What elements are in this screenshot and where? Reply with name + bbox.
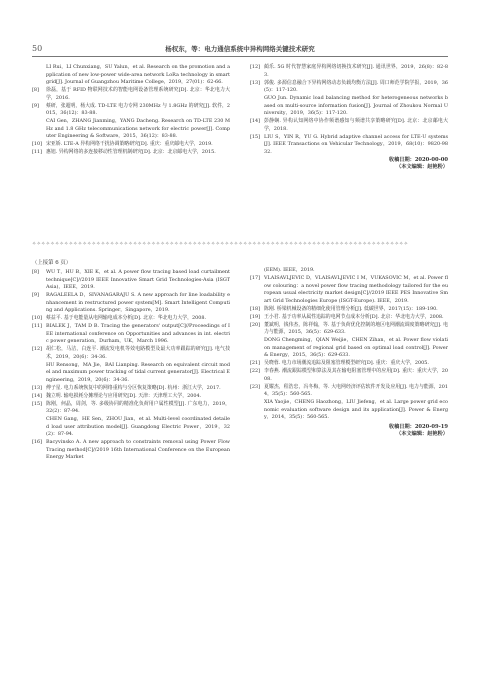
received-date: 收稿日期：2020-00-00 — [388, 156, 448, 163]
reference-item — [250, 368, 448, 383]
reference-text: 徐磊，基于 RFID 物联网技术的智能电网设备管理系统研究[D]. 北京：华北电力大学，2016. — [46, 87, 230, 101]
bottom-right-column — [250, 258, 448, 439]
reference-item — [250, 399, 448, 422]
reference-list — [32, 269, 230, 462]
bottom-left-column — [32, 258, 230, 462]
reference-text: BIALEK J，TAM D B. Tracing the generators' output[C]//Proceedings of IEE international conference on Opportunities and advances in int. electric power generation，Durham，UK，March 1996. — [46, 323, 230, 344]
reference-item — [32, 401, 230, 416]
reference-item — [32, 269, 230, 292]
reference-number: [22] — [250, 368, 261, 374]
reference-item — [250, 64, 448, 79]
reference-number: [14] — [32, 392, 43, 399]
reference-text: (EEM). IEEE，2019. — [264, 267, 315, 273]
reference-text: 董斌明，钱伟杰，陈祥翰，等. 基于负荷优化控制的地区电网潮流调度策略研究[J]. 电力与能源，2015，36(5)：629-633. — [264, 321, 448, 335]
header-rule — [32, 56, 448, 57]
reference-text: Bacyvinsko A. A new approach to constraints removal using Power Flow Tracing method[C]//2019 16th International Conference on the European Energy Market — [46, 439, 230, 460]
reference-text: 王小君. 基于功率从属性追踪的电网节点成本分析[D]. 北京：华北电力大学，2008. — [264, 313, 444, 320]
reference-item — [32, 439, 230, 462]
reference-text: 郭俊. 多源信息融合下异构网络动态负载均衡方法[J]. 周口师范学院学报，2019，36(5)：117-120. — [264, 79, 448, 93]
reference-text: WU T，HU B，XIE K，et al. A power flow tracing based load curtailment technique[C]//2019 IEEE Innovative Smart Grid Technologies-Asia (ISGT Asia)，IEEE，2019. — [46, 269, 230, 290]
top-left-column — [32, 64, 230, 157]
reference-item — [32, 64, 230, 87]
reference-number: [13] — [32, 384, 43, 391]
reference-item — [250, 80, 448, 95]
reference-text: 蔡益平. 基于电能量从电网输电成本分析[D]. 北京：华北电力大学，2008. — [46, 315, 207, 321]
reference-text: 蔺乐. 5G 时代智慧家庭异构网络切换技术研究[J]. 通讯世界，2019，26(8)：82-83. — [264, 64, 448, 78]
reference-text: 惠旭. 异构网络的多连接移动性管理机制研究[D]. 北京：北京邮电大学，2015. — [46, 149, 216, 155]
reference-item — [32, 141, 230, 149]
reference-item — [32, 118, 230, 141]
reference-item — [32, 315, 230, 323]
reference-item — [250, 360, 448, 368]
reference-item — [250, 275, 448, 305]
reference-item — [32, 362, 230, 385]
editor-note: （本文编辑：赵艳粉） — [396, 164, 448, 171]
page-number: 50 — [32, 44, 43, 53]
top-right-column — [250, 64, 448, 172]
reference-item — [250, 118, 448, 133]
reference-number: [19] — [250, 313, 261, 320]
reference-text: 陈刚. 桥梁机械设备的精细化使用管理分析[J]. 低碳世界，2017(15)：189-190. — [264, 305, 438, 312]
editor-note: （本文编辑：赵艳粉） — [396, 431, 448, 438]
reference-item — [32, 87, 230, 102]
reference-number: [12] — [250, 64, 261, 70]
reference-number: [8] — [32, 87, 39, 93]
reference-item — [250, 95, 448, 118]
reference-text: CAI Gen，ZHANG Jianming，YANG Dacheng. Research on TD-LTE 230 MHz and 1.8 GHz telecommunications network for electric power[J]. Computer Engineering & Software，2015，36(12)：83-88. — [46, 118, 230, 139]
reference-text: LIU S，YIN R，YU G. Hybrid adaptive channel access for LTE-U systems[J]. IEEE Transactions on Vehicular Technology，2019，68(10)：9820-9832. — [264, 133, 448, 155]
received-date: 收稿日期：2020-09-19 — [388, 423, 448, 430]
reference-text: VLAISAVLJEVIC D，VLAISAVLJEVIC I M，VUKASOVIC M，et al. Power flow colouring：a novel power flow tracing methodology tailored for the european usual electricity market design[C]//2019 IEEE PES Innovative Smart Grid Technologies Europe (ISGT-Europe). IEEE，2019. — [264, 275, 448, 304]
reference-item — [32, 292, 230, 315]
reference-item — [32, 103, 230, 118]
reference-text: 陈刚，何晶，周剑，等. 多级协同的精准化负荷用户属性模型[J]. 广东电力，2019，32(2)：87-94. — [46, 400, 230, 414]
reference-item — [250, 134, 448, 157]
reference-text: 魏立明. 输电损耗分摊理论与应用研究[D]. 天津：天津理工大学，2004. — [46, 392, 202, 399]
reference-item — [250, 322, 448, 337]
reference-number: [15] — [250, 133, 261, 140]
reference-text: XIA Yaojie，CHENG Haozhong，LIU Jiefeng，et al. Large power grid economic evaluation software design and its application[J]. Power & Energy，2014，35(5)：560-565. — [264, 399, 448, 420]
reference-text: 蔡研，张超明，杨大成. TD-LTE 电力专网 230MHz 与 1.8GHz 的研究[J]. 软件，2015，36(12)：83-88. — [46, 102, 230, 116]
reference-item — [250, 314, 448, 322]
reference-item — [250, 384, 448, 399]
reference-number: [11] — [32, 149, 43, 155]
reference-item — [32, 149, 230, 157]
reference-item — [32, 416, 230, 439]
reference-number: [14] — [250, 118, 261, 124]
reference-number: [9] — [32, 292, 39, 298]
reference-number: [15] — [32, 400, 43, 407]
continuation-note: （上接第 6 页） — [32, 260, 72, 266]
reference-text: CHEN Gang，HE Sen，ZHOU Jian，et al. Multi-level coordinated detailed load user attribution model[J]. Guangdong Electric Power，2019，32(2)：87-94. — [46, 416, 230, 437]
reference-item — [250, 306, 448, 314]
reference-text: HU Rensong，MA Jie，BAI Lianping. Research on equivalent circuit model and maximum power tracking of tidal current generator[J]. Electrical Engineering，2019，20(6)：34-36. — [46, 361, 230, 383]
reference-number: [11] — [32, 323, 43, 329]
reference-number: [16] — [32, 439, 43, 445]
reference-text: 胡仁松，马洁，白连平. 潮流发电机等效电路模型及最大功率跟踪的研究[J]. 电气技术，2019，20(6)：34-36. — [46, 346, 230, 360]
reference-item — [32, 385, 230, 393]
reference-text: RAGALEELA D，SIVANAGARAJU S. A new approach for line loadability enhancement in restructured power system[M]. Smart Intelligent Computing and Applications. Springer，Singapore，2019. — [46, 292, 230, 313]
reference-number: [20] — [250, 321, 261, 328]
reference-item — [250, 267, 448, 275]
reference-number: [23] — [250, 383, 261, 390]
reference-text: 宋亚娇. LTE-A 异构网络干扰协调策略研究[D]. 重庆：重庆邮电大学，2019. — [46, 141, 213, 147]
reference-number: [8] — [32, 269, 39, 275]
reference-number: [21] — [250, 360, 261, 366]
reference-text: 吴晓蓉. 电力市场潮流追踪及阻塞管理模型研究[D]. 重庆：重庆大学，2005. — [264, 360, 429, 366]
reference-text: DONG Chengming，QIAN Weijie，CHEN Zihan，et al. Power flow violation management of regional grid based on optimal load control[J]. Power & Energy，2015，36(5)：629-633. — [264, 337, 448, 358]
reference-number: [12] — [32, 346, 43, 352]
reference-number: [10] — [32, 315, 43, 321]
reference-number: [13] — [250, 79, 261, 86]
reference-list — [250, 64, 448, 156]
section-divider: ✧✧✧✧✧✧✧✧✧✧✧✧✧✧✧✧✧✧✧✧✧✧✧✧✧✧✧✧✧✧✧✧✧✧✧✧✧✧✧✧✧✧✧✧✧✧✧✧✧✧✧✧✧✧✧✧✧✧✧✧✧✧✧✧✧✧✧✧✧✧✧✧✧✧✧✧✧✧✧✧✧✧ — [32, 241, 409, 247]
reference-item — [32, 346, 230, 361]
reference-number: [10] — [32, 141, 43, 147]
reference-text: LI Rui，LI Chunxiang，SU Yalun，et al. Research on the promotion and application of new low-power wide-area network LoRa technology in smart grid[J]. Journal of Guangzhou Maritime College，2019，27(01)：62-66. — [46, 64, 230, 85]
reference-text: GUO Jun. Dynamic load balancing method for heterogeneous networks based on multi-source information fusion[J]. Journal of Zhoukou Normal University，2019，36(5)：117-120. — [264, 95, 448, 116]
reference-item — [32, 323, 230, 346]
reference-text: 傅子星. 电力系统恢复中的网络重构与分区恢复策略[D]. 杭州：浙江大学，2017. — [46, 384, 221, 391]
reference-number: [17] — [250, 275, 261, 281]
running-title: 杨权东，等：电力通信系统中异构网络关键技术研究 — [165, 45, 315, 53]
reference-item — [32, 393, 230, 401]
reference-item — [250, 337, 448, 360]
reference-text: 彭静娴. 异构认知网络中协作频谱感知与频谱共享策略研究[D]. 北京：北京邮电大学，2018. — [264, 118, 448, 132]
reference-list — [250, 267, 448, 422]
reference-text: 李春燕. 潮流跟踪模型和算法及其在输电阻塞管理中的应用[D]. 重庆：重庆大学，2008. — [264, 368, 448, 382]
reference-text: 夏耀杰，程浩忠，冯冬梅，等. 大电网经济评估软件开发及应用[J]. 电力与能源，2014，35(5)：560-565. — [264, 383, 448, 397]
page-header — [32, 44, 448, 58]
reference-number: [9] — [32, 102, 39, 109]
reference-number: [18] — [250, 305, 261, 312]
